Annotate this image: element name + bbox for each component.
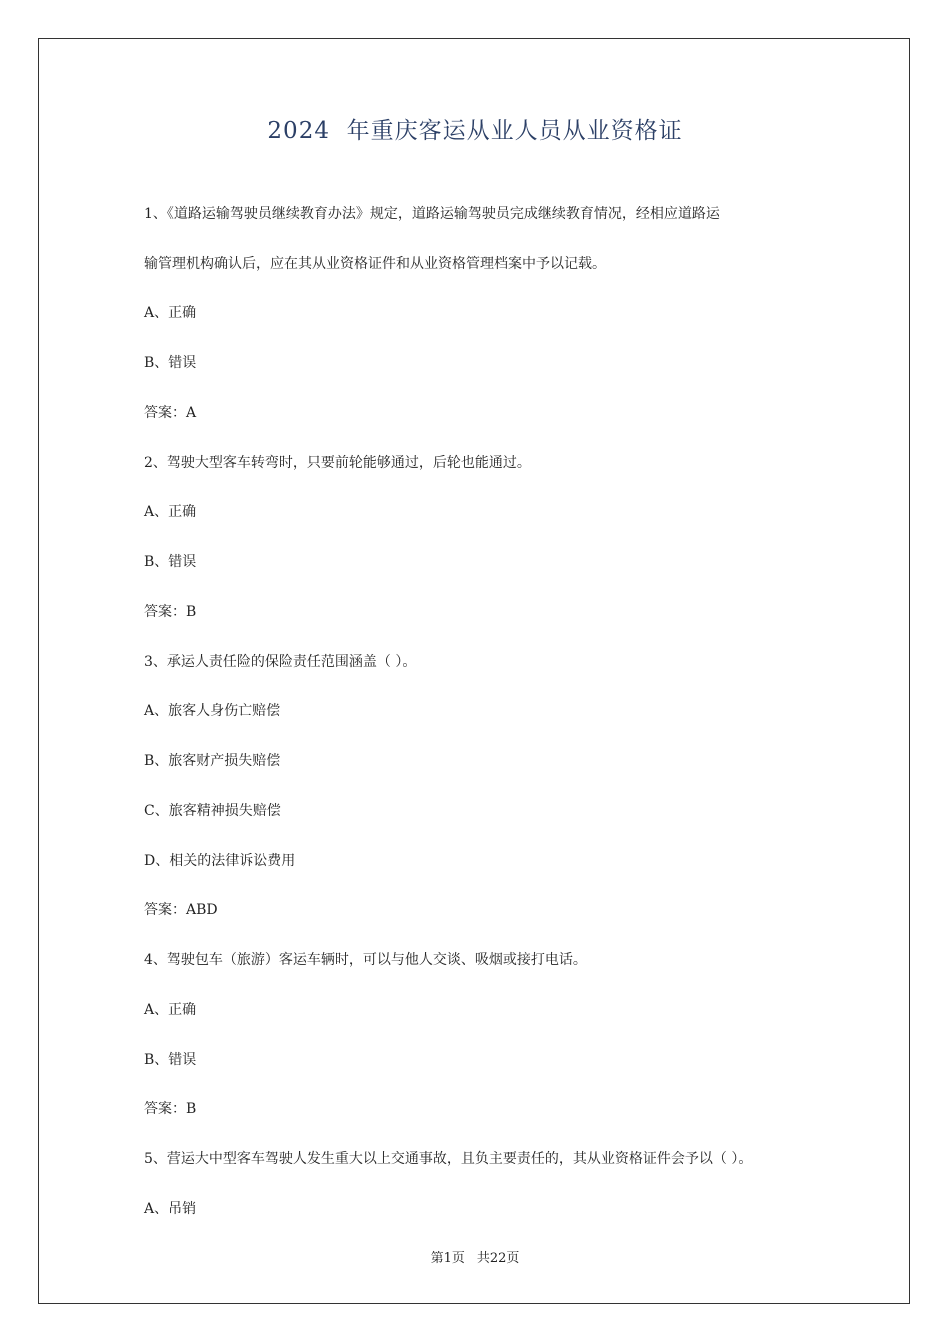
page-footer bbox=[0, 1247, 950, 1266]
question-1-text-line-2: 输管理机构确认后，应在其从业资格证件和从业资格管理档案中予以记载。 bbox=[144, 256, 606, 272]
question-5-text: 5、营运大中型客车驾驶人发生重大以上交通事故，且负主要责任的，其从业资格证件会予以（ ）。 bbox=[144, 1151, 753, 1167]
question-4-text: 4、驾驶包车（旅游）客运车辆时，可以与他人交谈、吸烟或接打电话。 bbox=[144, 952, 587, 968]
question-1-option-b: B、错误 bbox=[144, 355, 197, 371]
question-4-option-a: A、正确 bbox=[144, 1002, 197, 1018]
question-4-answer: 答案：B bbox=[144, 1101, 197, 1117]
document-title: 2024 年重庆客运从业人员从业资格证 bbox=[267, 118, 683, 144]
question-1-answer: 答案：A bbox=[144, 405, 197, 421]
question-3-text: 3、承运人责任险的保险责任范围涵盖（ ）。 bbox=[144, 654, 417, 670]
question-5-option-a: A、吊销 bbox=[144, 1201, 197, 1217]
question-1-option-a: A、正确 bbox=[144, 305, 197, 321]
question-2-option-a: A、正确 bbox=[144, 504, 197, 520]
question-3-option-d: D、相关的法律诉讼费用 bbox=[144, 853, 296, 869]
question-3-option-a: A、旅客人身伤亡赔偿 bbox=[144, 703, 281, 719]
question-3-option-c: C、旅客精神损失赔偿 bbox=[144, 803, 281, 819]
question-2-answer: 答案：B bbox=[144, 604, 197, 620]
question-1-text-line-1: 1、《道路运输驾驶员继续教育办法》规定，道路运输驾驶员完成继续教育情况，经相应道路运 bbox=[144, 206, 720, 222]
question-2-option-b: B、错误 bbox=[144, 554, 197, 570]
page-number: 第1页 bbox=[430, 1251, 465, 1266]
question-4-option-b: B、错误 bbox=[144, 1052, 197, 1068]
question-3-option-b: B、旅客财产损失赔偿 bbox=[144, 753, 281, 769]
question-2-text: 2、驾驶大型客车转弯时，只要前轮能够通过，后轮也能通过。 bbox=[144, 455, 531, 471]
question-3-answer: 答案：ABD bbox=[144, 902, 218, 918]
page-total: 共22页 bbox=[476, 1251, 520, 1266]
